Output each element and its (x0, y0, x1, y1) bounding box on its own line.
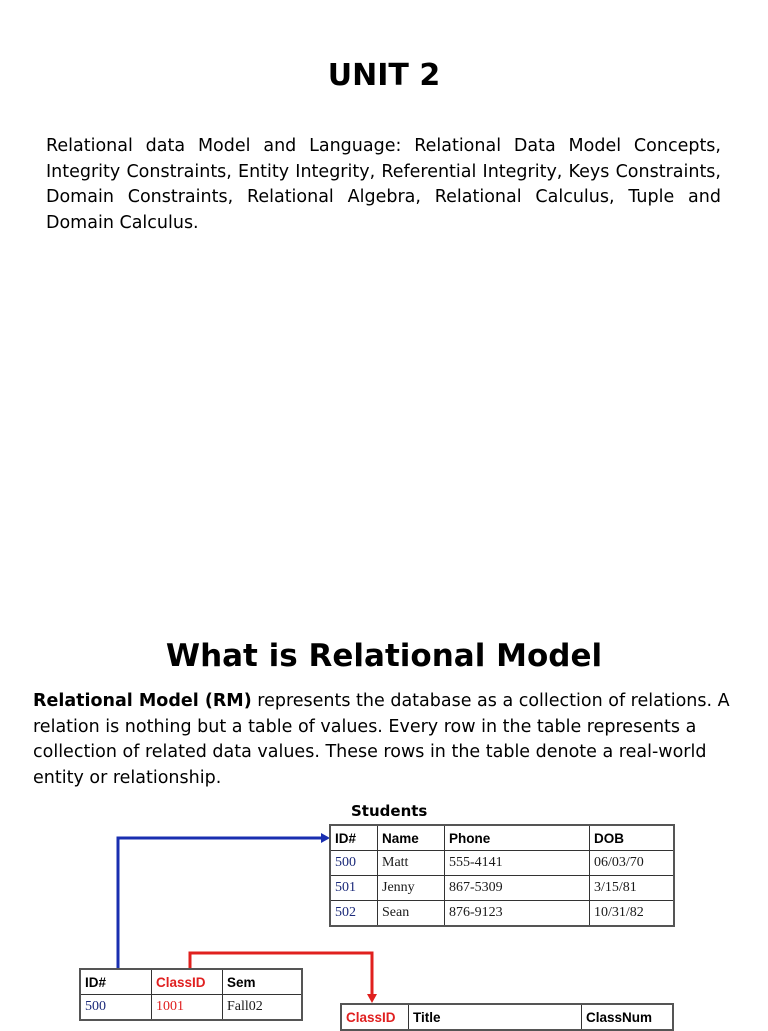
intro-term: Relational Model (RM) (33, 691, 252, 711)
enrollment-header-row (80, 969, 302, 995)
classes-table (340, 1003, 674, 1031)
table-cell: 500 (80, 995, 152, 1021)
students-col-name: Name (378, 825, 445, 851)
students-caption: Students (351, 802, 428, 820)
classes-header-row (341, 1004, 673, 1030)
intro-text: represents the database as a collection of relations. A relation is nothing but a table of values. Every row in the table represents a collection of related data values. These rows in the table denote a real-world entity or relationship. (33, 691, 730, 788)
section-heading: What is Relational Model (165, 638, 603, 674)
blue-link-arrow (118, 838, 322, 969)
students-header-row (330, 825, 674, 851)
table-row (330, 876, 674, 901)
table-cell: Matt (378, 851, 445, 876)
red-arrowhead (367, 994, 377, 1003)
table-cell: 555-4141 (445, 851, 590, 876)
enrollment-col-classid: ClassID (152, 969, 223, 995)
classes-col-classid: ClassID (341, 1004, 409, 1030)
table-cell: 10/31/82 (590, 901, 675, 927)
students-col-phone: Phone (445, 825, 590, 851)
classes-col-title: Title (409, 1004, 582, 1030)
table-row (80, 995, 302, 1021)
students-table (329, 824, 675, 927)
table-cell: 1001 (152, 995, 223, 1021)
enrollment-col-id: ID# (80, 969, 152, 995)
enrollment-col-sem: Sem (223, 969, 303, 995)
table-cell: Sean (378, 901, 445, 927)
table-cell: 06/03/70 (590, 851, 675, 876)
table-cell: 500 (330, 851, 378, 876)
table-cell: Jenny (378, 876, 445, 901)
table-cell: 502 (330, 901, 378, 927)
table-row (330, 851, 674, 876)
relational-diagram (0, 795, 768, 1024)
table-cell: 501 (330, 876, 378, 901)
intro-paragraph (33, 689, 733, 791)
table-cell: 3/15/81 (590, 876, 675, 901)
table-cell: 867-5309 (445, 876, 590, 901)
enrollment-table (79, 968, 303, 1021)
table-cell: 876-9123 (445, 901, 590, 927)
students-col-id: ID# (330, 825, 378, 851)
students-col-dob: DOB (590, 825, 675, 851)
table-row (330, 901, 674, 927)
table-cell: Fall02 (223, 995, 303, 1021)
syllabus-paragraph: Relational data Model and Language: Relational Data Model Concepts, Integrity Constraints, Entity Integrity, Referential Integrity, Keys Constraints, Domain Constraints, Relational Algebra, Relational Calculus, Tuple and Domain Calculus. (46, 136, 721, 233)
classes-col-classnum: ClassNum (582, 1004, 674, 1030)
page-title: UNIT 2 (327, 58, 441, 93)
